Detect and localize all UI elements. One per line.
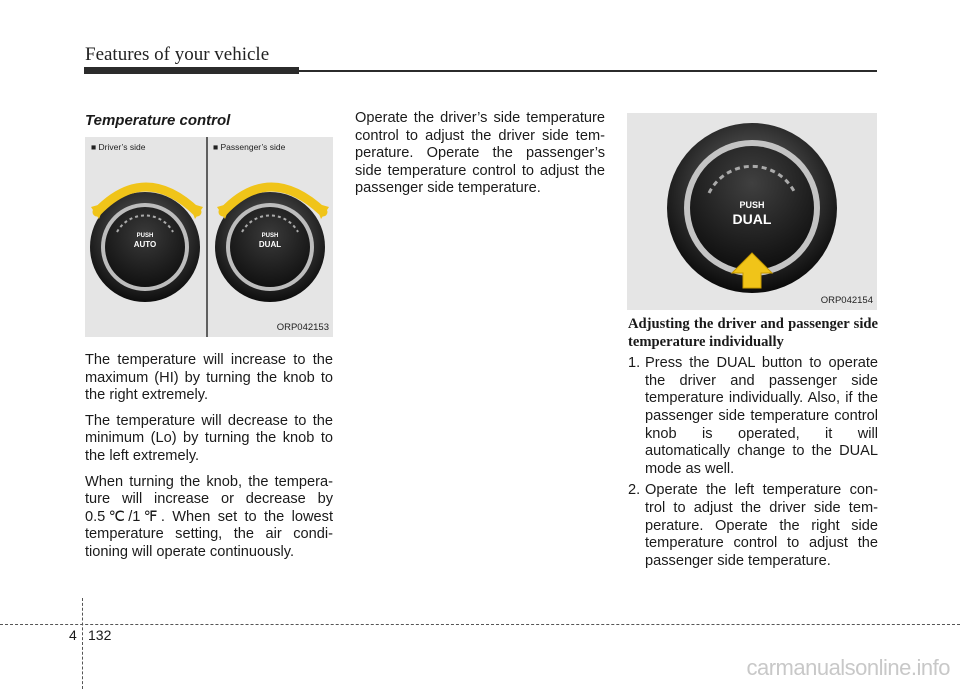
paragraph-operate: Operate the driver’s side temperature control to adjust the driver side tem-perature. Operate the passenger’s side temperature control to adjust the passenger side temperature. [355, 110, 605, 197]
footer-rule [0, 624, 960, 625]
column-1-text [85, 352, 333, 570]
column-3-text [628, 316, 878, 574]
list-item [628, 355, 878, 478]
paragraph-step: When turning the knob, the tempera-ture will increase or decrease by 0.5℃/1℉. When set to the lowest temperature setting, the air condi-tioning will operate continuously. [85, 473, 333, 560]
header-bar [84, 67, 299, 74]
paragraph-increase: The temperature will increase to the maximum (HI) by turning the knob to the right extremely. [85, 352, 333, 404]
figure-dual-button [627, 113, 877, 310]
knob-label-push-right: PUSH [261, 233, 279, 239]
dual-knob-push-label: PUSH [739, 200, 765, 210]
sub-heading-adjusting: Adjusting the driver and passenger side temperature individually [628, 316, 878, 350]
section-heading: Temperature control [85, 112, 231, 129]
list-number: 1. [628, 355, 641, 372]
figure-code: ORP042153 [276, 322, 329, 333]
list-number: 2. [628, 482, 641, 499]
caption-driver-side: ■ Driver’s side [91, 142, 146, 152]
chapter-number: 4 [69, 627, 77, 643]
list-item [628, 482, 878, 570]
list-text: Operate the left temperature con-trol to adjust the driver side tem-perature. Operate the right side temperature control to adjust the passenger side temperature. [645, 482, 878, 569]
header-rule [299, 70, 877, 72]
dual-knob-dual-label: DUAL [732, 211, 772, 227]
column-2-text [355, 110, 605, 206]
footer-vertical-rule [82, 598, 83, 689]
caption-passenger-side: ■ Passenger’s side [213, 142, 286, 152]
figure-driver-passenger-knobs [85, 137, 333, 337]
knobs-illustration [85, 137, 333, 337]
knob-label-auto: AUTO [133, 240, 157, 249]
page-number: 132 [88, 627, 112, 643]
watermark: carmanualsonline.info [746, 655, 950, 680]
page-header-title: Features of your vehicle [85, 44, 270, 65]
figure-code-2: ORP042154 [820, 295, 873, 306]
paragraph-decrease: The temperature will decrease to the minimum (Lo) by turning the knob to the left extremely. [85, 412, 333, 464]
knob-label-dual: DUAL [258, 240, 282, 249]
knob-label-push-left: PUSH [136, 233, 154, 239]
list-text: Press the DUAL button to operate the driver and passenger side temperature individually. Also, if the passenger side temperature control knob is operated, it will automatically change to the DUAL mode as well. [645, 355, 878, 477]
